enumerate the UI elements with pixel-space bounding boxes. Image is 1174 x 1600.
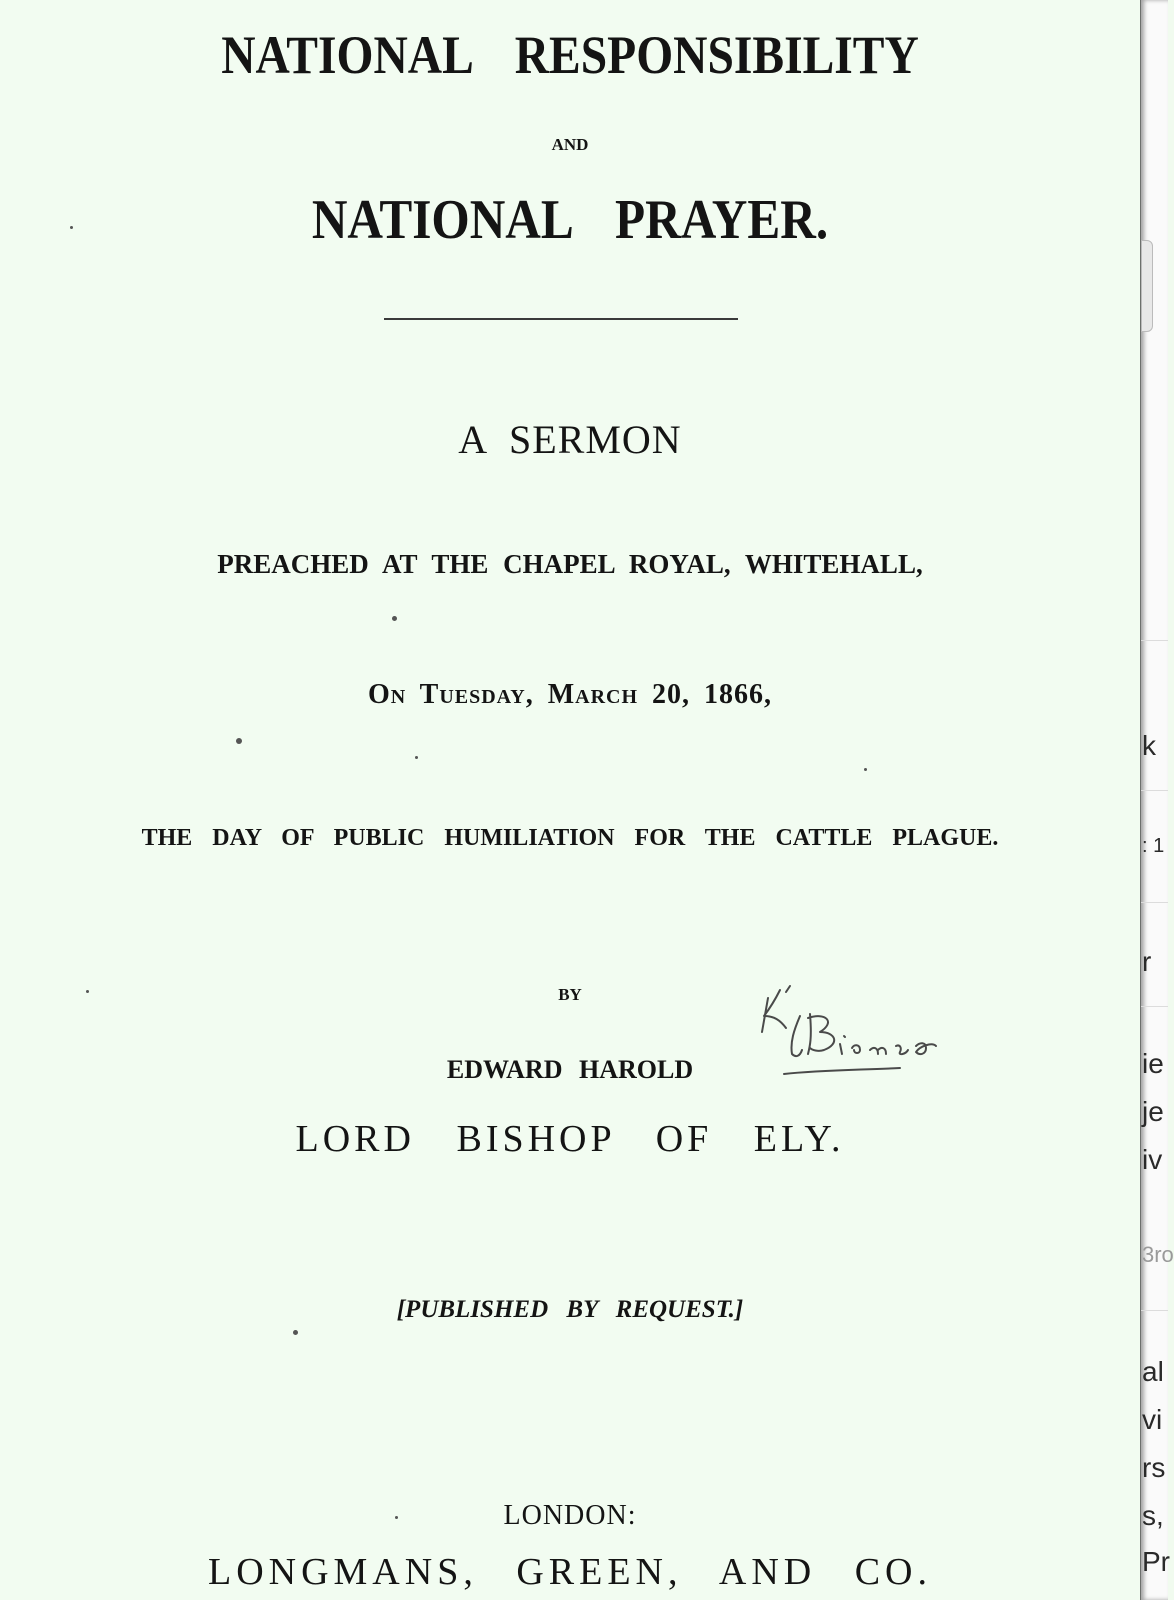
side-panel-text: : 1	[1142, 835, 1165, 857]
side-panel-text: iv	[1142, 1144, 1163, 1175]
publisher: LONGMANS, GREEN, AND CO.	[207, 1551, 933, 1593]
side-panel-text: je	[1142, 1096, 1164, 1127]
title-line-1: NATIONAL RESPONSIBILITY	[221, 25, 919, 85]
side-panel-divider	[1141, 902, 1168, 903]
side-panel-divider	[1141, 790, 1168, 791]
side-panel-divider	[1141, 640, 1168, 641]
side-panel-divider	[1141, 1006, 1168, 1007]
paper-speck	[86, 990, 89, 993]
side-panel-text: vi	[1142, 1404, 1163, 1435]
paper-speck	[236, 738, 242, 744]
subtitle: A SERMON	[458, 417, 682, 462]
publication-place: LONDON:	[503, 1500, 637, 1531]
date-line: On Tuesday, March 20, 1866,	[367, 679, 773, 710]
title-line-2: NATIONAL PRAYER.	[311, 189, 829, 251]
side-panel-tab[interactable]	[1141, 240, 1153, 332]
side-panel-edge[interactable]	[1140, 0, 1174, 1600]
paper-speck	[392, 616, 397, 621]
paper-speck	[70, 226, 73, 229]
preached-line: PREACHED AT THE CHAPEL ROYAL, WHITEHALL,	[217, 549, 923, 579]
handwritten-signature	[750, 950, 960, 1090]
side-panel-text: ie	[1142, 1048, 1164, 1079]
side-panel-text: al	[1142, 1356, 1164, 1387]
title-conjunction: AND	[551, 135, 589, 154]
side-panel-text: k	[1142, 730, 1156, 761]
side-panel-text: r	[1142, 946, 1152, 977]
occasion-line: THE DAY OF PUBLIC HUMILIATION FOR THE CATTLE PLAGUE.	[141, 825, 999, 851]
title-divider	[384, 318, 738, 320]
by-label: BY	[558, 985, 582, 1004]
side-panel-divider	[1141, 1310, 1168, 1311]
side-panel-text: rs	[1142, 1452, 1166, 1483]
paper-speck	[395, 1516, 398, 1519]
side-panel-text: Pr	[1142, 1546, 1170, 1577]
author-name: EDWARD HAROLD	[446, 1055, 694, 1084]
paper-speck	[864, 768, 867, 771]
author-title: LORD BISHOP OF ELY.	[295, 1118, 845, 1160]
paper-speck	[293, 1330, 298, 1335]
published-note: [PUBLISHED BY REQUEST.]	[396, 1296, 744, 1323]
side-panel-text: 3ro	[1142, 1242, 1174, 1267]
side-panel-text: s,	[1142, 1500, 1164, 1531]
paper-speck	[415, 756, 418, 759]
